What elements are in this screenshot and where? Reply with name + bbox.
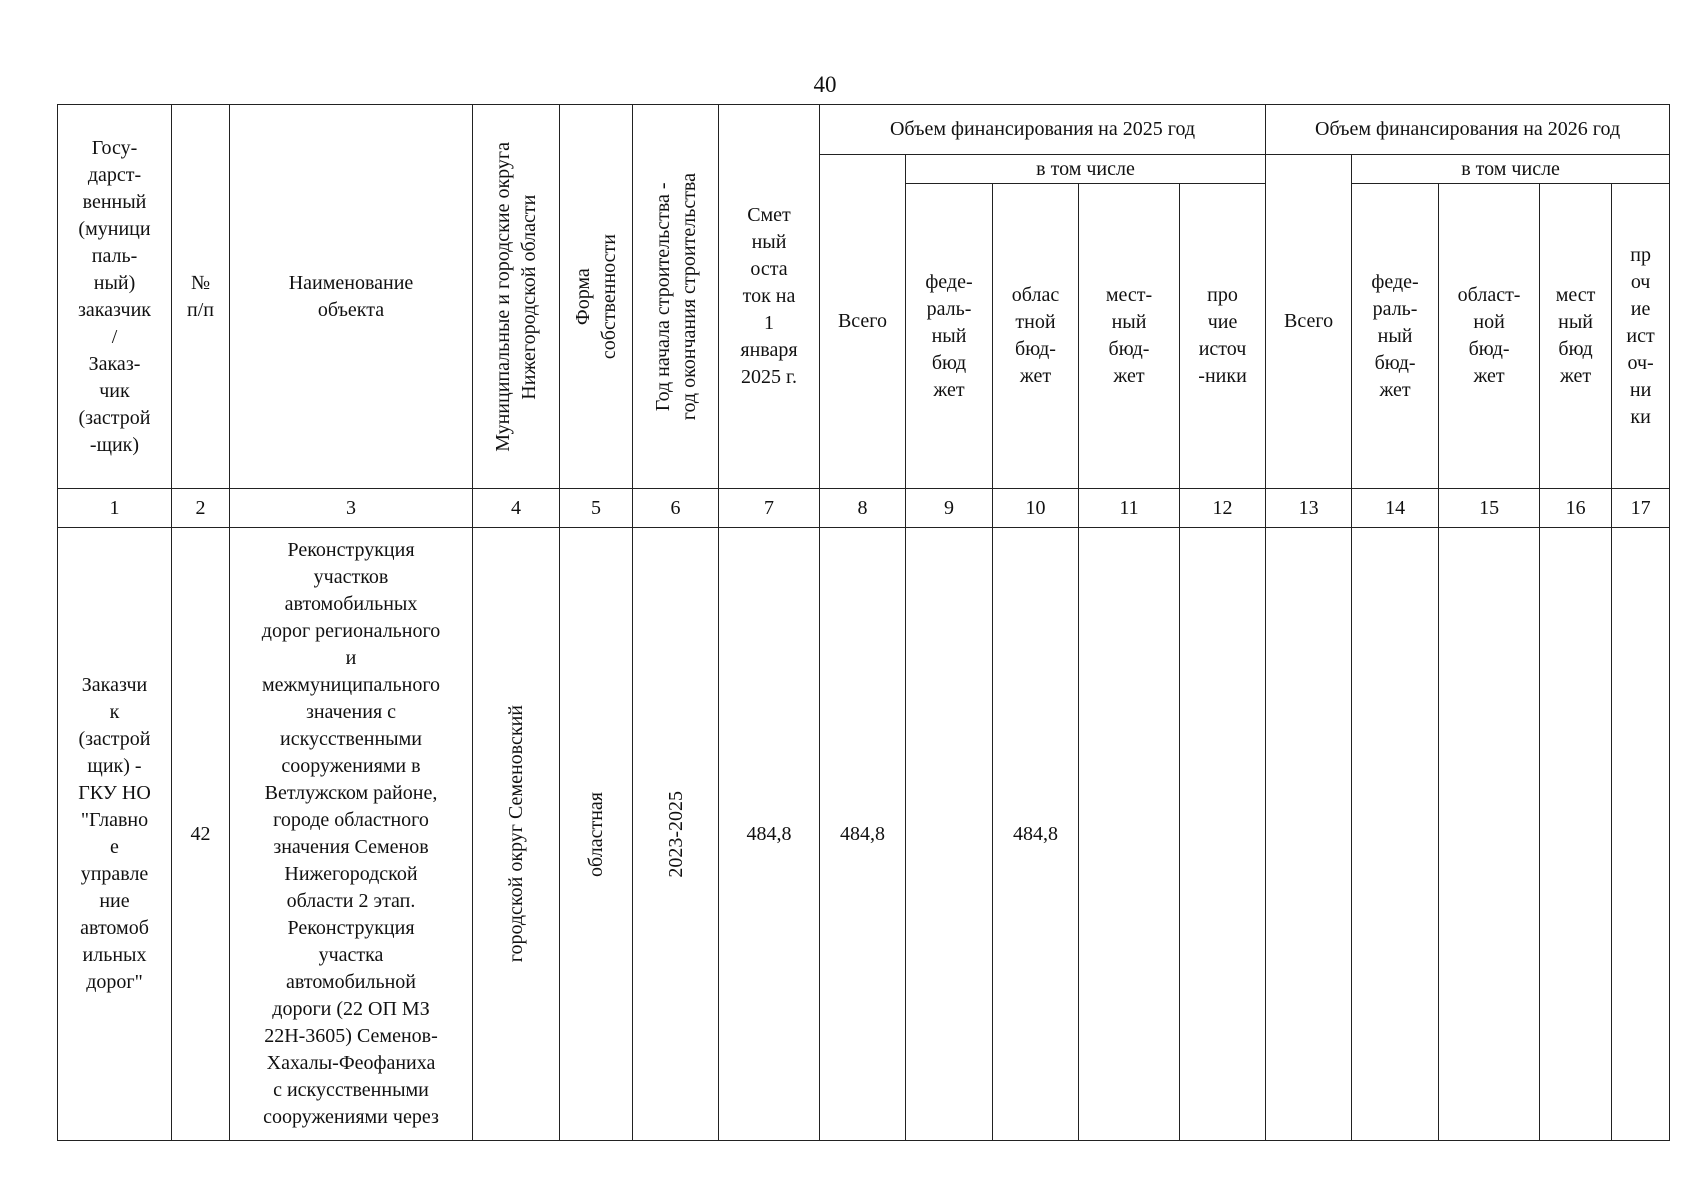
column-number: 10 bbox=[993, 489, 1079, 528]
header-years-text: Год начала строительства - год окончания строительства bbox=[651, 172, 700, 421]
cell-municipality-text: городской округ Семеновский bbox=[505, 705, 527, 963]
cell-number: 42 bbox=[172, 528, 230, 1141]
column-number: 8 bbox=[820, 489, 906, 528]
column-number: 13 bbox=[1266, 489, 1352, 528]
cell-ownership bbox=[560, 528, 633, 1141]
cell-years bbox=[633, 528, 719, 1141]
cell-federal-2026 bbox=[1352, 528, 1439, 1141]
cell-local-2025 bbox=[1079, 528, 1180, 1141]
header-including-2025: в том числе bbox=[906, 155, 1266, 184]
cell-total-2025: 484,8 bbox=[820, 528, 906, 1141]
column-number: 5 bbox=[560, 489, 633, 528]
table-row bbox=[58, 528, 1670, 1141]
cell-object-name: Реконструкция участков автомобильных дорог регионального и межмуниципального значения с искусственными сооружениями в Ветлужском районе, городе областного значения Семенов Нижегородской области 2 этап. Реконструкция участка автомобильной дороги (22 ОП МЗ 22Н-3605) Семенов- Хахалы-Феофаниха с искусственными сооружениями через bbox=[230, 528, 473, 1141]
cell-local-2026 bbox=[1540, 528, 1612, 1141]
header-number: № п/п bbox=[172, 105, 230, 489]
cell-federal-2025 bbox=[906, 528, 993, 1141]
header-total-2026: Всего bbox=[1266, 155, 1352, 489]
header-federal-2026: феде- раль- ный бюд- жет bbox=[1352, 184, 1439, 489]
column-number: 16 bbox=[1540, 489, 1612, 528]
cell-regional-2026 bbox=[1439, 528, 1540, 1141]
header-years bbox=[633, 105, 719, 489]
header-object-name: Наименование объекта bbox=[230, 105, 473, 489]
header-municipality bbox=[473, 105, 560, 489]
header-estimated-balance: Смет ный оста ток на 1 января 2025 г. bbox=[719, 105, 820, 489]
cell-municipality bbox=[473, 528, 560, 1141]
header-ownership bbox=[560, 105, 633, 489]
header-local-2025: мест- ный бюд- жет bbox=[1079, 184, 1180, 489]
column-number: 17 bbox=[1612, 489, 1670, 528]
cell-regional-2025: 484,8 bbox=[993, 528, 1079, 1141]
column-number: 14 bbox=[1352, 489, 1439, 528]
column-number: 11 bbox=[1079, 489, 1180, 528]
cell-total-2026 bbox=[1266, 528, 1352, 1141]
header-ownership-text: Форма собственности bbox=[572, 233, 620, 360]
financing-table bbox=[57, 104, 1670, 1141]
cell-other-2025 bbox=[1180, 528, 1266, 1141]
header-including-2026: в том числе bbox=[1352, 155, 1670, 184]
column-number: 4 bbox=[473, 489, 560, 528]
column-number: 7 bbox=[719, 489, 820, 528]
header-federal-2025: феде- раль- ный бюд жет bbox=[906, 184, 993, 489]
page-number: 40 bbox=[813, 72, 837, 97]
column-number: 2 bbox=[172, 489, 230, 528]
column-number: 6 bbox=[633, 489, 719, 528]
cell-other-2026 bbox=[1612, 528, 1670, 1141]
cell-customer: Заказчи к (застрой щик) - ГКУ НО "Главно е управле ние автомоб ильных дорог" bbox=[58, 528, 172, 1141]
cell-ownership-text: областная bbox=[585, 791, 607, 877]
column-number: 9 bbox=[906, 489, 993, 528]
header-other-2025: про чие источ -ники bbox=[1180, 184, 1266, 489]
column-number: 3 bbox=[230, 489, 473, 528]
header-total-2025: Всего bbox=[820, 155, 906, 489]
header-customer: Госу- дарст- венный (муници паль- ный) заказчик / Заказ- чик (застрой -щик) bbox=[58, 105, 172, 489]
column-number-row bbox=[58, 489, 1670, 528]
header-regional-2026: област- ной бюд- жет bbox=[1439, 184, 1540, 489]
column-number: 15 bbox=[1439, 489, 1540, 528]
header-municipality-text: Муниципальные и городские округа Нижегородской области bbox=[492, 141, 540, 452]
column-number: 12 bbox=[1180, 489, 1266, 528]
header-regional-2025: облас тной бюд- жет bbox=[993, 184, 1079, 489]
cell-years-text: 2023-2025 bbox=[664, 790, 687, 878]
header-other-2026: пр оч ие ист оч- ни ки bbox=[1612, 184, 1670, 489]
header-row-top bbox=[58, 105, 1670, 155]
header-group-2026: Объем финансирования на 2026 год bbox=[1266, 105, 1670, 155]
header-group-2025: Объем финансирования на 2025 год bbox=[820, 105, 1266, 155]
header-local-2026: мест ный бюд жет bbox=[1540, 184, 1612, 489]
column-number: 1 bbox=[58, 489, 172, 528]
cell-estimated-balance: 484,8 bbox=[719, 528, 820, 1141]
